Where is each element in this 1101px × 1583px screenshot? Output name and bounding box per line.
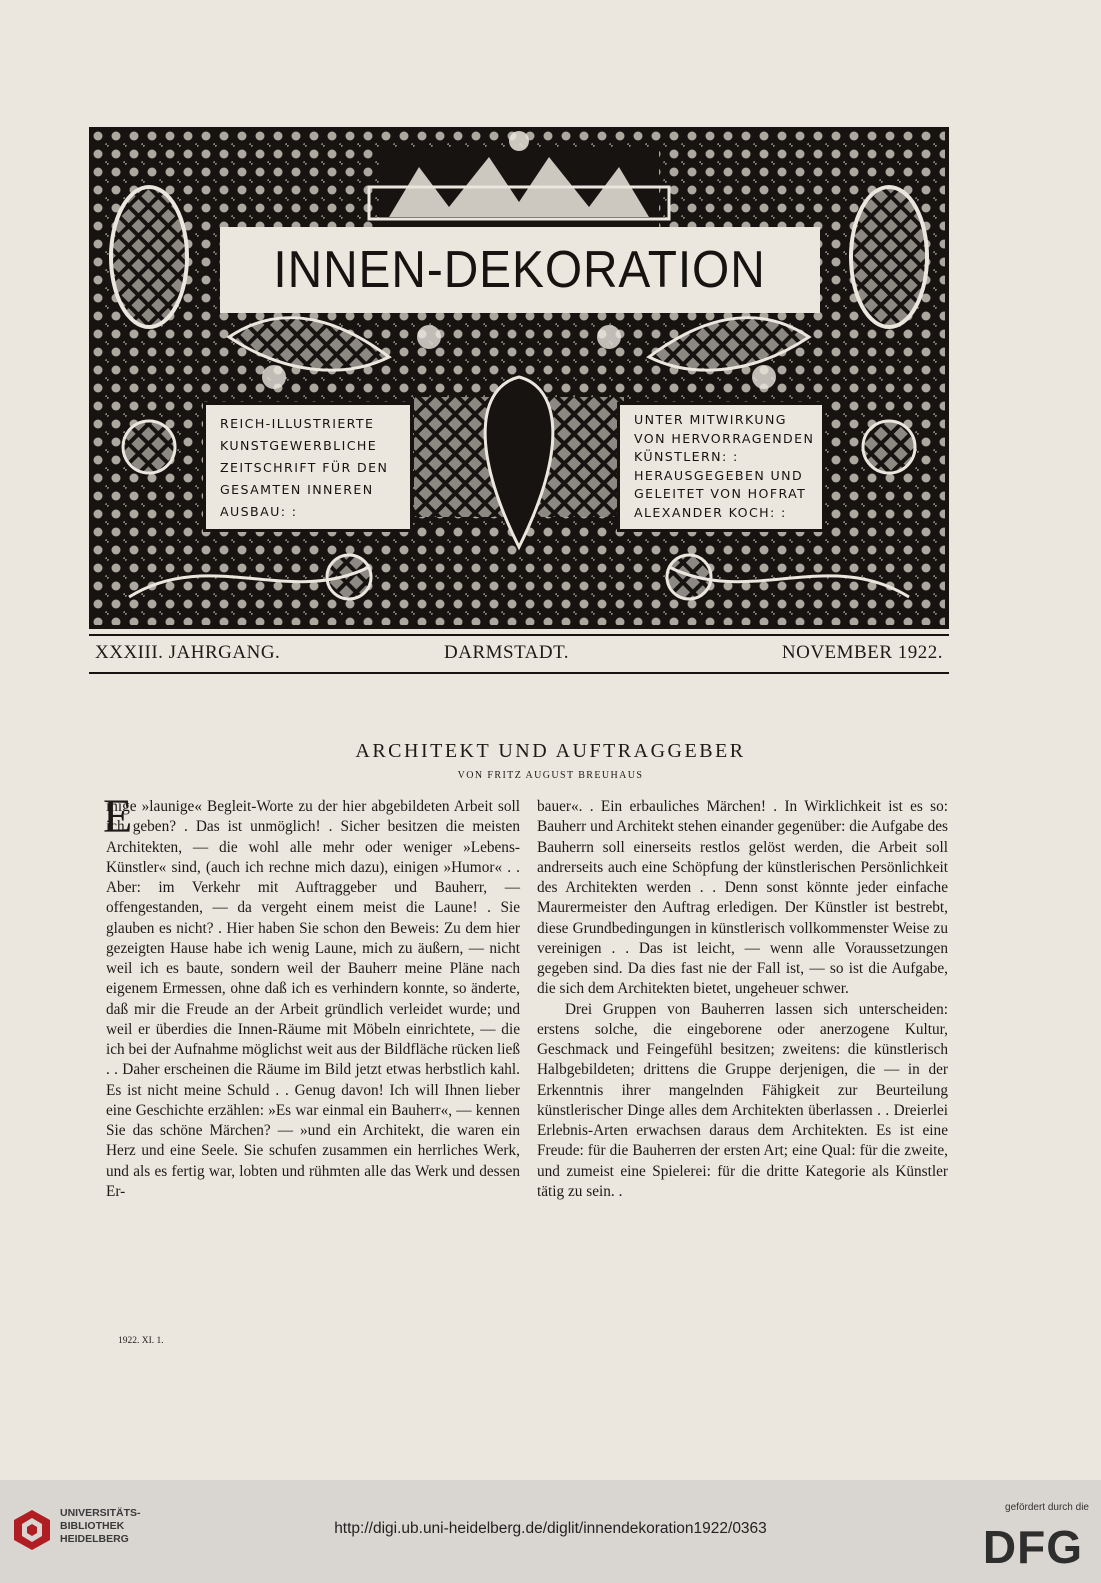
editor-line: HERAUSGEGEBEN UND <box>634 467 804 483</box>
paragraph: inige »launige« Begleit-Worte zu der hier abgebildeten Arbeit soll ich geben? . Das ist unmöglich! . Sicher besitzen die meisten Architekten, — die wohl alle mehr oder weniger »Lebens-Künstler« sind, (auch ich rechne mich dazu), einigen »Humor« . . Aber: im Verkehr mit Auftraggeber und Bauherr, — offengestanden, — da vergeht einem meist die Laune! . Sie glauben es nicht? . Hier haben Sie schon den Beweis: Zu dem hier gezeigten Hause habe ich wenig Laune, mich zu äußern, — nicht weil ich es baute, sondern weil der Bauherr meine Pläne nach eigenem Ermessen, ohne daß ich es verhindern konnte, so änderte, daß mir die Freude an der Arbeit gründlich verleidet wurde; und weil er überdies die Innen-Räume mit Möbeln einrichtete, — die ich bei der Aufnahme möglichst weit aus der Bildfläche rücken ließ . . Daher erscheinen die Räume im Bild jetzt etwas herbstlich kahl. Es ist nicht meine Schuld . . Genug davon! Ich will Ihnen lieber eine Geschichte erzählen: »Es war einmal ein Bauherr«, — kennen Sie das schöne Märchen? — »und ein Architekt, die waren ein Herz und eine Seele. Sie schufen zusammen ein herrliches Werk, und als es fertig war, lobten und rühmten alle das Werk und dessen Er- <box>106 798 520 1200</box>
funded-by-label: gefördert durch die <box>1005 1502 1089 1513</box>
subtitle-box-left <box>203 402 413 532</box>
paragraph: Drei Gruppen von Bauherren lassen sich unterscheiden: erstens solche, die eingeborene oder anerzogene Kultur, Geschmack und Feingefühl besitzen; zweitens: die künstlerisch Halbgebildeten; drittens die Gruppe derjenigen, die — in der Erkenntnis ihrer mangelnden Fähigkeit zur Beurteilung künstlerischer Dinge alles dem Architekten überlassen . . Dreierlei Erlebnis-Arten erwachsen daraus dem Architekten. Es ist eine Freude: für die Bauherren der ersten Art; eine Qual: für die zweite, und zumeist eine Spielerei: für die dritte Kategorie als Künstler tätig zu sein. . <box>537 1000 948 1200</box>
digitization-footer <box>0 1480 1101 1583</box>
signature-mark: 1922. XI. 1. <box>118 1336 164 1346</box>
text-column-left <box>103 790 520 1202</box>
editor-line: UNTER MITWIRKUNG <box>634 412 787 427</box>
subtitle-line: REICH-ILLUSTRIERTE <box>220 416 375 431</box>
library-name-line: BIBLIOTHEK <box>60 1520 125 1532</box>
subtitle-line: GESAMTEN INNEREN <box>220 482 374 497</box>
issue-place: DARMSTADT. <box>444 642 570 663</box>
article-author: VON FRITZ AUGUST BREUHAUS <box>457 770 644 781</box>
library-name-line: UNIVERSITÄTS- <box>60 1507 141 1519</box>
subtitle-line: ZEITSCHRIFT FÜR DEN <box>220 460 389 475</box>
issue-date: NOVEMBER 1922. <box>781 642 943 663</box>
text-column-right <box>537 797 948 1202</box>
subtitle-line: AUSBAU: : <box>220 504 298 519</box>
editor-line: KÜNSTLERN: : <box>634 449 739 464</box>
issue-line <box>89 634 949 674</box>
editor-line: GELEITET VON HOFRAT <box>634 486 807 501</box>
editor-line: VON HERVORRAGENDEN <box>634 430 815 446</box>
subtitle-line: KUNSTGEWERBLICHE <box>220 438 378 453</box>
issue-volume: XXXIII. JAHRGANG. <box>95 642 281 663</box>
library-name-line: HEIDELBERG <box>60 1533 129 1545</box>
article-title: ARCHITEKT UND AUFTRAGGEBER <box>355 740 746 762</box>
drop-cap: E <box>103 790 133 843</box>
editor-line: ALEXANDER KOCH: : <box>634 504 787 520</box>
permalink-url[interactable]: http://digi.ub.uni-heidelberg.de/diglit/innendekoration1922/0363 <box>334 1520 767 1537</box>
dfg-logo: DFG <box>982 1521 1083 1573</box>
lace-pattern-graphic <box>89 127 949 629</box>
paragraph: bauer«. . Ein erbauliches Märchen! . In Wirklichkeit ist es so: Bauherr und Architekt stehen einander gegenüber: die Aufgabe des Bauherrn soll einerseits restlos gelöst werden, die Arbeit soll andrerseits auch eine Schöpfung der künstlerischen Persönlichkeit des Architekten werden . . Denn sonst könnte jeder einfache Maurermeister den Auftrag erledigen. Der Künstler ist bestrebt, diese Grundbedingungen in künstlerisch vollkommenster Weise zu vereinigen . . Das ist leicht, — wenn alle Voraussetzungen gegeben sind. Da dies fast nie der Fall ist, — so ist die Aufgabe, die sich dem Architekten bietet, ungeheuer schwer. <box>537 798 948 998</box>
masthead-ornament <box>89 127 949 629</box>
magazine-title: INNEN-DEKORATION <box>220 227 820 313</box>
subtitle-box-right <box>617 402 825 532</box>
